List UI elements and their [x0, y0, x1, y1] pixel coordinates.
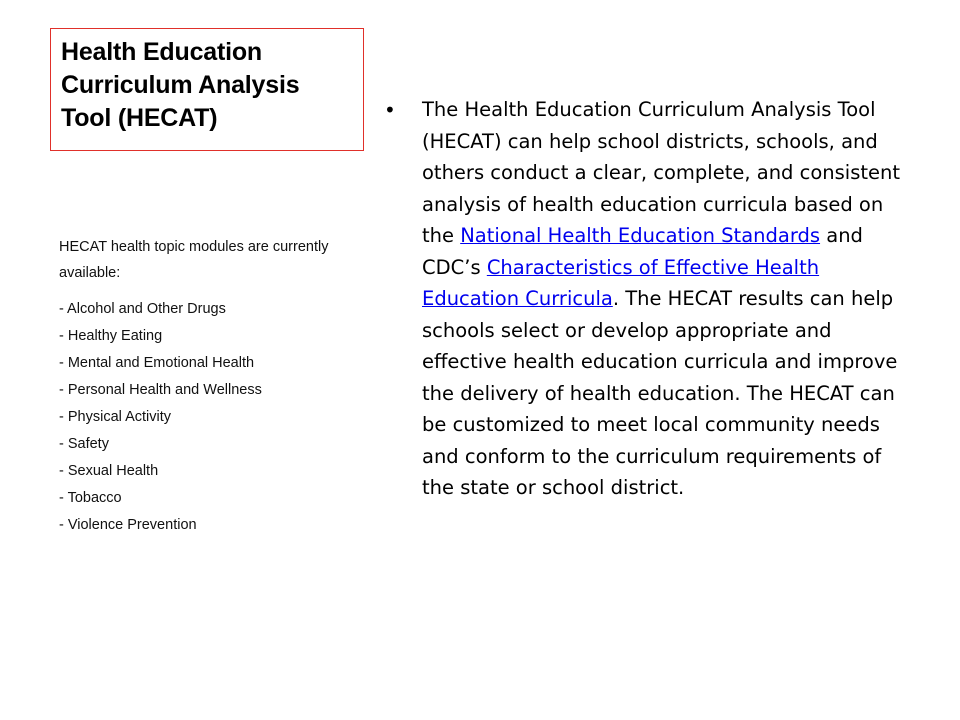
module-item: - Tobacco [59, 490, 122, 506]
description-text: and CDC’s [422, 224, 863, 279]
module-item: - Violence Prevention [59, 517, 197, 533]
module-item: - Sexual Health [59, 463, 159, 479]
module-item: - Alcohol and Other Drugs [59, 301, 226, 317]
slide-title: Health Education Curriculum Analysis Tool (HECAT) [61, 38, 300, 132]
description-text: . The HECAT results can help schools select or develop appropriate and effective health education curricula and improve the delivery of health education. The HECAT can be customized to meet local community needs and conform to the curriculum requirements of the state or school district. [422, 287, 898, 499]
national-standards-link[interactable]: National Health Education Standards [460, 224, 821, 247]
modules-panel [59, 234, 359, 539]
module-item: - Personal Health and Wellness [59, 382, 262, 398]
bullet-icon: • [384, 98, 396, 122]
description-paragraph [422, 94, 904, 504]
characteristics-link[interactable]: Characteristics of Effective Health Education Curricula [422, 255, 820, 310]
title-box [50, 28, 364, 151]
description-text: The Health Education Curriculum Analysis Tool (HECAT) can help school districts, schools, and others conduct a clear, complete, and consistent analysis of health education curricula based on the [422, 98, 901, 247]
modules-list [59, 296, 359, 539]
modules-intro: HECAT health topic modules are currently available: [59, 239, 329, 281]
description-block [384, 94, 904, 504]
module-item: - Mental and Emotional Health [59, 355, 255, 371]
module-item: - Healthy Eating [59, 328, 163, 344]
module-item: - Physical Activity [59, 409, 171, 425]
module-item: - Safety [59, 436, 109, 452]
